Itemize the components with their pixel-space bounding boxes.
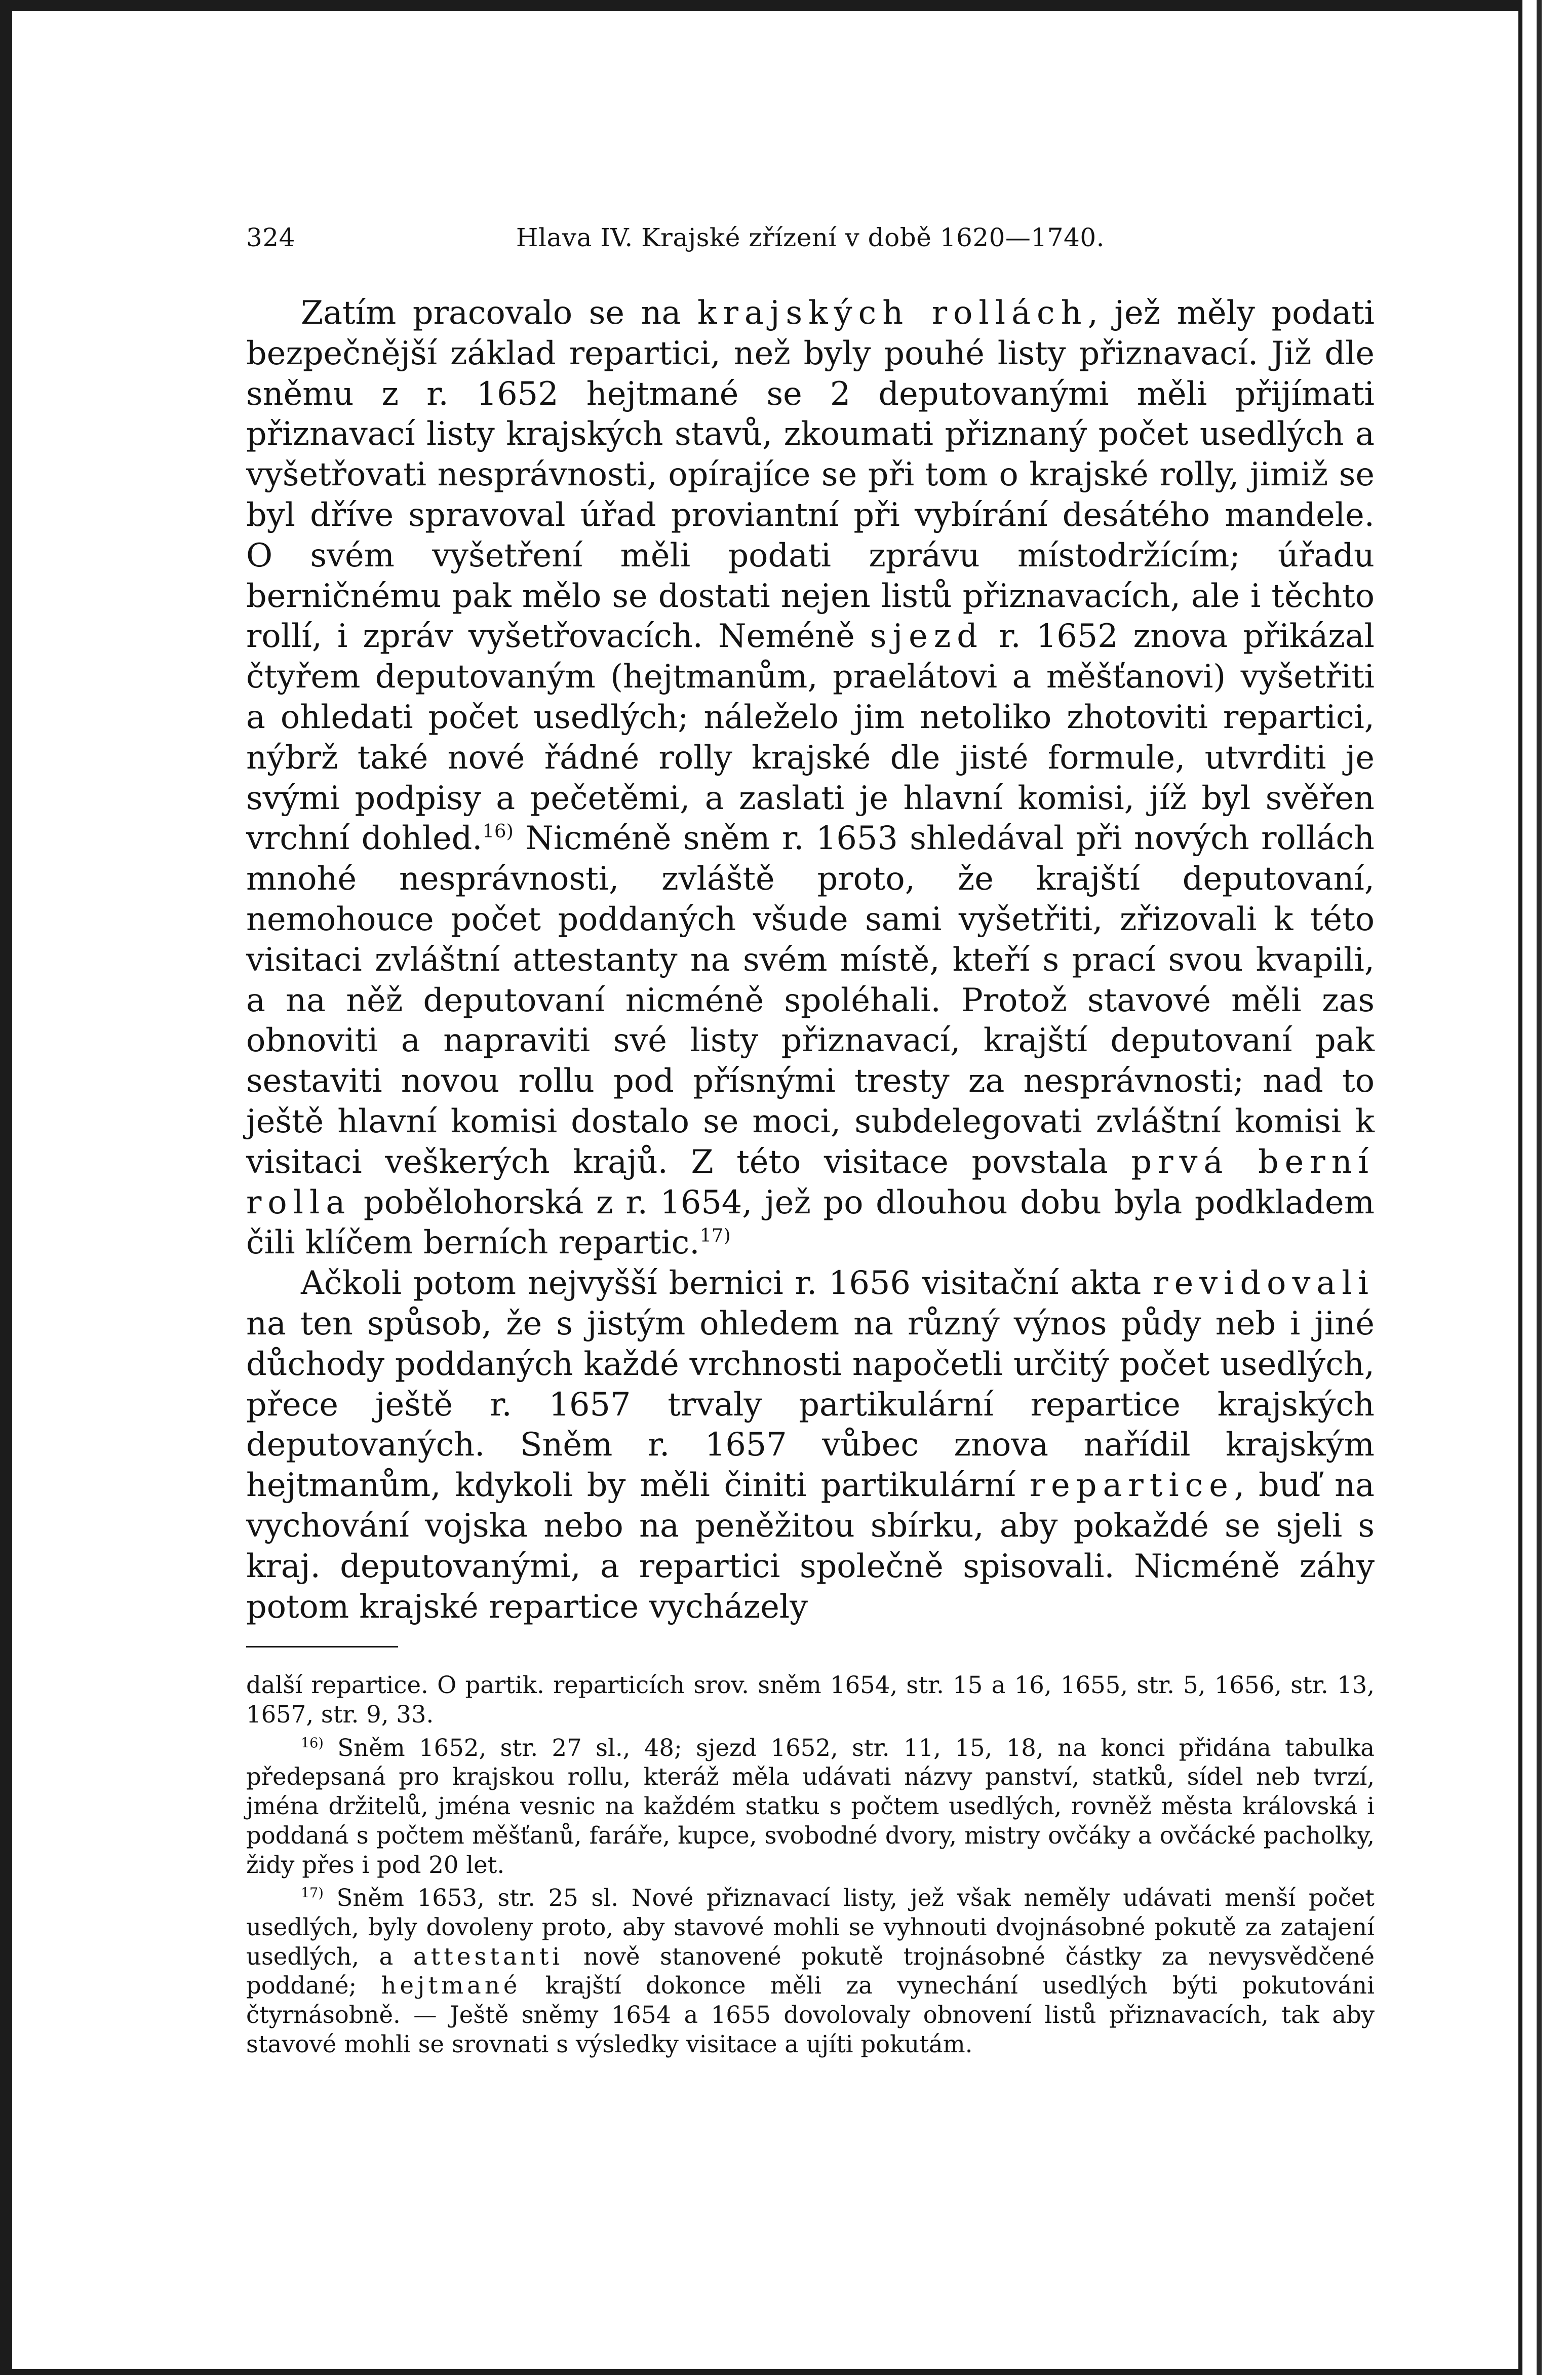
spaced-emphasis: repartice <box>1029 1466 1234 1504</box>
footnote-ref: 16) <box>482 820 514 842</box>
spaced-emphasis: revidovali <box>1153 1264 1375 1302</box>
paragraph: Zatím pracovalo se na krajských rollách, jež měly podati bezpečnější základ repartici, než byly pouhé listy přiznavací. Již dle sněmu z r. 1652 hejtmané se 2 deputovanými měli přijímati přiznavací listy krajských stavů, zkoumati přiznaný počet usedlých a vyšetřovati nesprávnosti, opírajíce se při tom o krajské rolly, jimiž se byl dříve spravoval úřad proviantní při vybírání desátého mandele. O svém vyšetření měli podati zprávu místodržícím; úřadu berničnému pak mělo se dostati nejen listů přiznavacích, ale i těchto rollí, i zpráv vyšetřovacích. Neméně sjezd r. 1652 znova přikázal čtyřem deputovaným (hejtmanům, praelátovi a měšťanovi) vyšetřiti a ohledati počet usedlých; náleželo jim netoliko zhotoviti repartici, nýbrž také nové řádné rolly krajské dle jisté formule, utvrditi je svými podpisy a pečetěmi, a zaslati je hlavní komisi, jíž byl svěřen vrchní dohled.$^{16)}$ Nicméně sněm r. 1653 shledával při nových rollách mnohé nesprávnosti, zvláště proto, že krajští deputovaní, nemohouce počet poddaných všude sami vyšetřiti, zřizovali k této visitaci zvláštní attestanty na svém místě, kteří s prací svou kvapili, a na něž deputovaní nicméně spoléhali. Protož stavové měli zas obnoviti a napraviti své listy přiznavací, krajští deputovaní pak sestaviti novou rollu pod přísnými tresty za nesprávnosti; nad to ještě hlavní komisi dostalo se moci, subdelegovati zvláštní komisi k visitaci veškerých krajů. Z této visitace povstala prvá berní rolla pobělohorská z r. 1654, jež po dlouhou dobu byla podkladem čili klíčem berních repartic.$^{17)}$ <box>246 294 1375 1261</box>
stray-pencil-mark <box>386 994 390 1011</box>
page-header <box>246 223 1375 258</box>
footnote-17: $^{17)}$ Sněm 1653, str. 25 sl. Nové přiznavací listy, jež však neměly udávati menší počet usedlých, byly dovoleny proto, aby stavové mohli se vyhnouti dvojnásobné pokutě za zatajení usedlých, a attestanti nově stanovené pokutě trojnásobné částky za nevysvědčené poddané; hejtmané krajští dokonce měli za vynechání usedlých býti pokutováni čtyrnásobně. — Ještě sněmy 1654 a 1655 dovolovaly obnovení listů přiznavacích, tak aby stavové mohli se srovnati s výsledky visitace a ujíti pokutám. <box>246 1884 1375 2058</box>
page-edge <box>1518 0 1568 2375</box>
running-title: Hlava IV. Krajské zřízení v době 1620—1740. <box>516 223 1105 252</box>
paragraph: Ačkoli potom nejvyšší bernici r. 1656 visitační akta revidovali na ten spůsob, že s jistým ohledem na různý výnos půdy neb i jiné důchody poddaných každé vrchnosti napočetli určitý počet usedlých, přece ještě r. 1657 trvaly partikulární repartice krajských deputovaných. Sněm r. 1657 vůbec znova nařídil krajským hejtmanům, kdykoli by měli činiti partikulární repartice, buď na vychování vojska nebo na peněžitou sbírku, aby pokaždé se sjeli s kraj. deputovanými, a repartici společně spisovali. Nicméně záhy potom krajské repartice vycházely <box>246 1264 1375 1625</box>
main-text <box>246 293 1375 1627</box>
spaced-emphasis: sjezd <box>870 617 984 655</box>
footnote-ref: 17) <box>699 1224 731 1247</box>
spaced-emphasis: attestanti <box>413 1942 564 1970</box>
footnote-continuation: další repartice. O partik. reparticích srov. sněm 1654, str. 15 a 16, 1655, str. 5, 1656, str. 13, 1657, str. 9, 33. <box>246 1671 1375 1728</box>
spaced-emphasis: hejtmané <box>381 1972 521 2000</box>
page-number: 324 <box>246 223 295 252</box>
footnotes <box>246 1671 1375 2059</box>
spaced-emphasis: krajských rollách <box>697 294 1088 331</box>
footnote-number: 17) <box>301 1885 324 1901</box>
footnote-16: $^{16)}$ Sněm 1652, str. 27 sl., 48; sjezd 1652, str. 11, 15, 18, na konci přidána tabulka předepsaná pro krajskou rollu, kteráž měla udávati názvy panství, statků, sídel neb tvrzí, jména držitelů, jména vesnic na každém statku s počtem usedlých, rovněž města královská i poddaná s počtem měšťanů, faráře, kupce, svobodné dvory, mistry ovčáky a ovčácké pacholky, židy přes i pod 20 let. <box>246 1734 1375 1879</box>
spaced-emphasis: prvá berní rolla <box>246 1142 1375 1221</box>
footnote-number: 16) <box>301 1735 324 1751</box>
page-content <box>246 223 1375 2059</box>
footnote-separator <box>246 1646 398 1648</box>
